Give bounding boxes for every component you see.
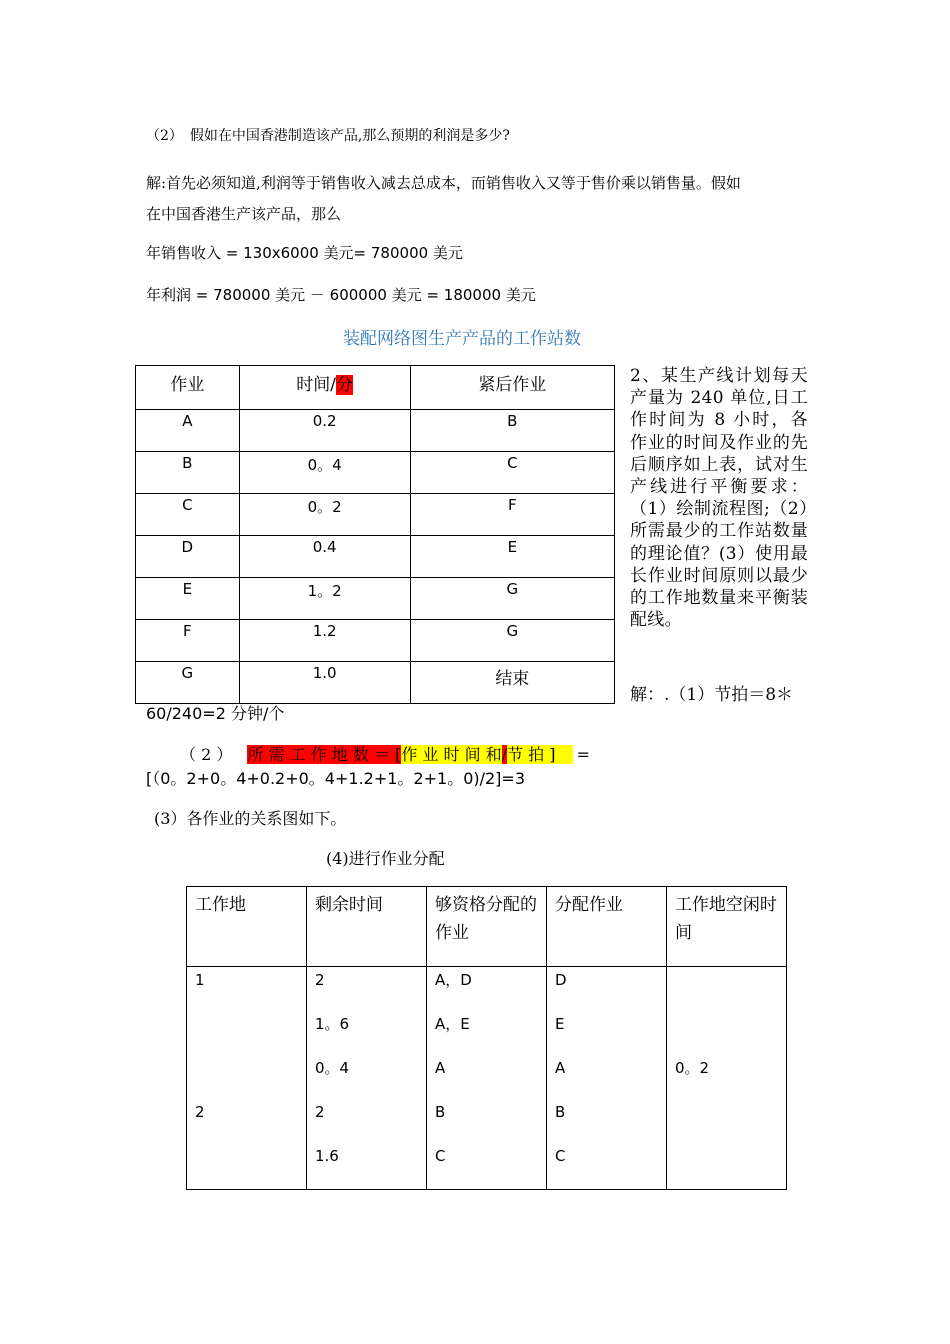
eq-equals: = (576, 745, 590, 764)
equation-line-1 (180, 744, 808, 766)
cell: 1 (195, 971, 205, 989)
solution-line-1: 解:首先必须知道,利润等于销售收入减去总成本，而销售收入又等于售价乘以销售量。假如 (146, 174, 741, 192)
cell: C (136, 494, 240, 536)
annual-revenue: 年销售收入 = 130x6000 美元= 780000 美元 (146, 244, 463, 262)
cell: 0。2 (239, 494, 410, 536)
cell (195, 1057, 298, 1101)
solution-paragraph (146, 168, 741, 230)
header-time: 时间/分 (239, 366, 410, 410)
cell: 0。4 (314, 1059, 350, 1077)
idle-column (666, 967, 786, 1190)
step-3: (3）各作业的关系图如下。 (154, 809, 347, 828)
table-row (187, 967, 787, 1190)
cell: B (555, 1103, 566, 1121)
cell: A，E (434, 1015, 470, 1033)
header-idle: 工作地空闲时间 (666, 887, 786, 967)
header-station: 工作地 (187, 887, 307, 967)
annual-profit: 年利润 = 780000 美元 － 600000 美元 = 180000 美元 (146, 286, 536, 304)
cell: 1.0 (239, 662, 410, 704)
cell: 1。6 (314, 1015, 350, 1033)
cell (675, 969, 778, 1013)
answer-start: 解：.（1）节拍＝8＊ (630, 685, 794, 705)
cell: 2 (314, 1103, 325, 1121)
cell: 0.4 (239, 536, 410, 578)
eq-divide: / (501, 745, 508, 764)
cell: 1.6 (314, 1147, 339, 1165)
table-header-row (187, 887, 787, 967)
cell: 1。2 (239, 578, 410, 620)
assignment-table (186, 886, 787, 1190)
problem-statement: 2、某生产线计划每天产量为 240 单位,日工作时间为 8 小时，各作业的时间及作业的先后顺序如上表，试对生产线进行平衡要求：（1）绘制流程图;（2）所需最少的工作站数量的理论值？(3）使用最长作业时间原则以最少的工作地数量来平衡装配线。 (630, 366, 808, 631)
cell: F (136, 620, 240, 662)
table-row (136, 578, 615, 620)
eligible-column (426, 967, 546, 1190)
table-header-row (136, 366, 615, 410)
cell: 2 (195, 1103, 205, 1121)
header-time-unit: 分 (336, 375, 354, 395)
cell: A，D (434, 971, 472, 989)
eq-cycle: 节 拍 ] (507, 745, 556, 764)
cell: B (434, 1103, 446, 1121)
cell (675, 1013, 778, 1057)
eq-time-sum: 作 业 时 间 和 (401, 745, 502, 764)
cell: 2 (314, 971, 325, 989)
remaining-column (306, 967, 426, 1190)
cell (195, 1145, 298, 1189)
table-row (136, 410, 615, 452)
table-row (136, 536, 615, 578)
cell: 0。2 (674, 1059, 710, 1077)
header-successor: 紧后作业 (410, 366, 614, 410)
table-row (136, 662, 615, 704)
cell: B (410, 410, 614, 452)
cell: E (555, 1015, 565, 1033)
cell: B (136, 452, 240, 494)
cell: A (555, 1059, 566, 1077)
equation-line-2: [（0。2+0。4+0.2+0。4+1.2+1。2+1。0)/2]=3 (146, 769, 526, 788)
cell: G (410, 620, 614, 662)
assigned-column (547, 967, 667, 1190)
cell: E (136, 578, 240, 620)
cell: F (410, 494, 614, 536)
question-2: （2） 假如在中国香港制造该产品,那么预期的利润是多少? (146, 128, 510, 144)
cell: G (410, 578, 614, 620)
station-column (187, 967, 307, 1190)
header-eligible: 够资格分配的作业 (426, 887, 546, 967)
cell: E (410, 536, 614, 578)
solution-line-2: 在中国香港生产该产品，那么 (146, 205, 342, 223)
header-assigned: 分配作业 (547, 887, 667, 967)
cell: A (434, 1059, 446, 1077)
cell: 0。4 (239, 452, 410, 494)
cell: D (136, 536, 240, 578)
cell (195, 1013, 298, 1057)
table-row (136, 494, 615, 536)
cell: A (136, 410, 240, 452)
cell: D (555, 971, 567, 989)
eq-prefix: （ 2 ） (180, 745, 233, 764)
cell (675, 1145, 778, 1189)
cell: 结束 (410, 662, 614, 704)
header-operation: 作业 (136, 366, 240, 410)
cell: C (555, 1147, 566, 1165)
section-title: 装配网络图生产产品的工作站数 (343, 329, 581, 349)
cell: 0.2 (239, 410, 410, 452)
cell: G (136, 662, 240, 704)
cell: 1.2 (239, 620, 410, 662)
cell (675, 1101, 778, 1145)
cell: C (434, 1147, 446, 1165)
answer-cycle-time: 60/240=2 分钟/个 (146, 704, 285, 723)
table-row (136, 452, 615, 494)
eq-required-stations: 所 需 工 作 地 数 ＝ [ (247, 745, 402, 764)
operations-table (135, 365, 615, 704)
header-remaining: 剩余时间 (306, 887, 426, 967)
cell: C (410, 452, 614, 494)
step-4: (4)进行作业分配 (326, 849, 445, 868)
table-row (136, 620, 615, 662)
